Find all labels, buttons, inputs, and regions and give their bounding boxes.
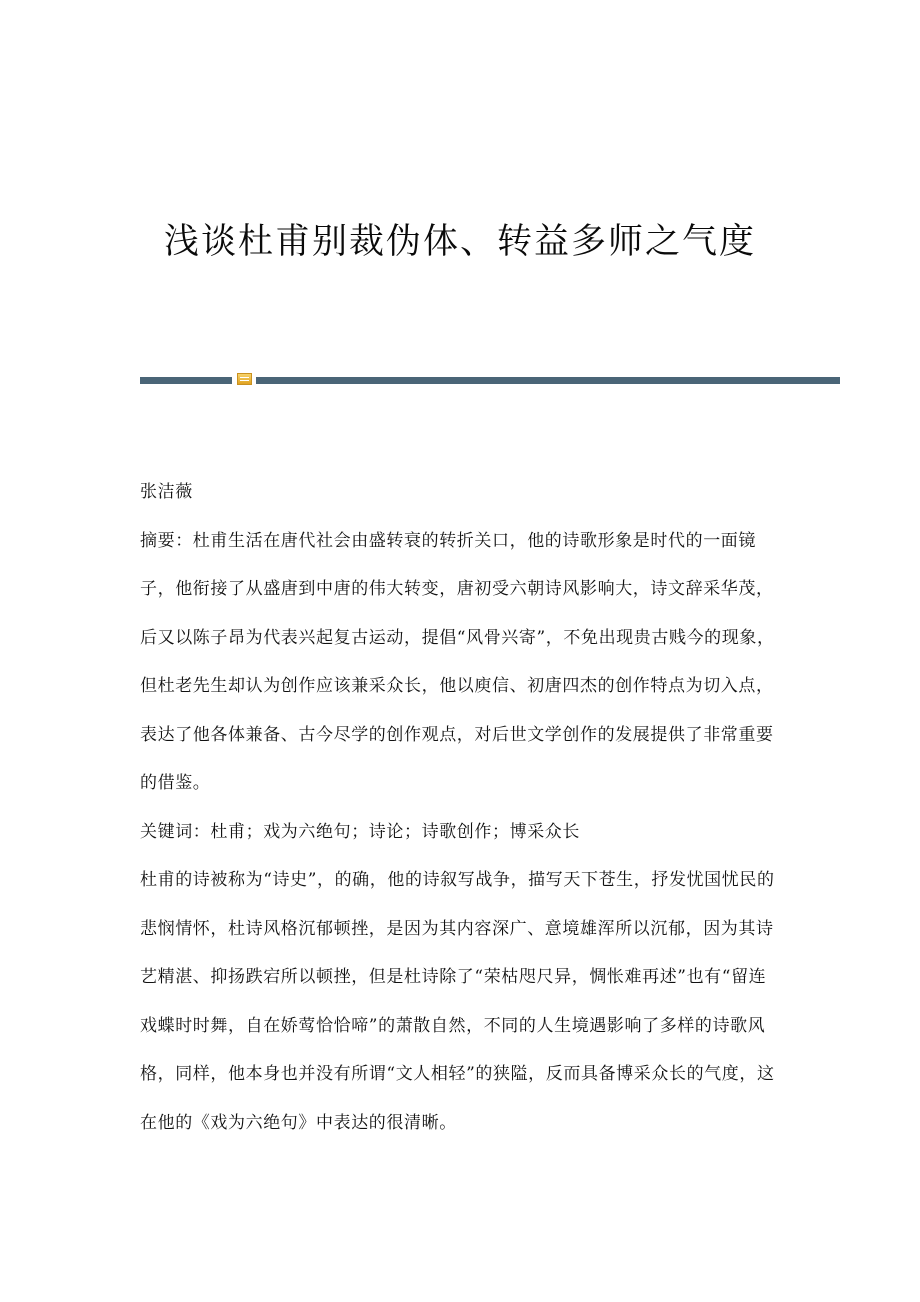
abstract-paragraph: 摘要：杜甫生活在唐代社会由盛转衰的转折关口，他的诗歌形象是时代的一面镜子，他衔接了从盛唐到中唐的伟大转变，唐初受六朝诗风影响大，诗文辞采华茂，后又以陈子昂为代表兴起复古运动，提倡“风骨兴寄”，不免出现贵古贱今的现象，但杜老先生却认为创作应该兼采众长，他以庾信、初唐四杰的创作特点为切入点，表达了他各体兼备、古今尽学的创作观点，对后世文学创作的发展提供了非常重要的借鉴。 (140, 530, 775, 793)
divider-bar-left (140, 377, 232, 384)
page-title: 浅谈杜甫别裁伪体、转益多师之气度 (163, 222, 756, 262)
author-name: 张洁薇 (140, 482, 193, 502)
title-divider (140, 373, 840, 387)
body-paragraph: 杜甫的诗被称为“诗史”，的确，他的诗叙写战争，描写天下苍生，抒发忧国忧民的悲悯情怀，杜诗风格沉郁顿挫，是因为其内容深广、意境雄浑所以沉郁，因为其诗艺精湛、抑扬跌宕所以顿挫，但是杜诗除了“荣枯咫尺异，惆怅难再述”也有“留连戏蝶时时舞，自在娇莺恰恰啼”的萧散自然，不同的人生境遇影响了多样的诗歌风格，同样，他本身也并没有所谓“文人相轻”的狭隘，反而具备博采众长的气度，这在他的《戏为六绝句》中表达的很清晰。 (140, 870, 775, 1133)
divider-emblem-icon (237, 373, 252, 385)
keywords-line: 关键词：杜甫；戏为六绝句；诗论；诗歌创作；博采众长 (140, 821, 580, 842)
divider-bar-right (256, 377, 840, 384)
document-body (140, 468, 780, 1147)
